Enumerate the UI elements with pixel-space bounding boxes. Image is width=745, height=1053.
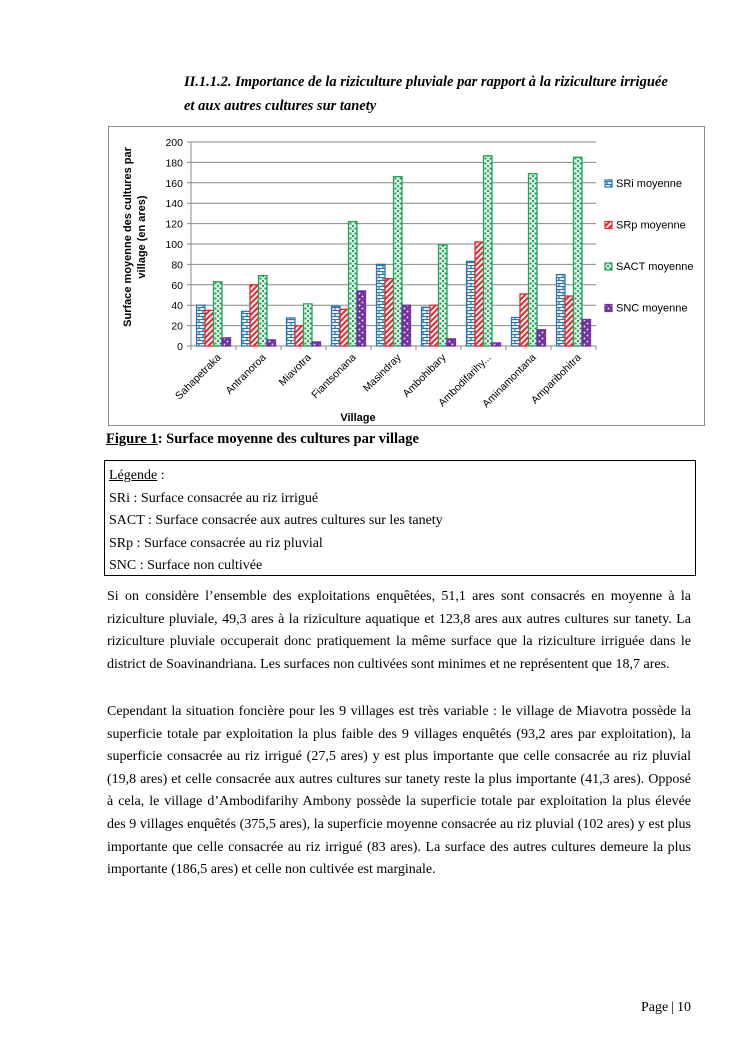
chart-canvas — [109, 127, 704, 425]
legend-line-srp: SRp : Surface consacrée au riz pluvial — [109, 535, 323, 551]
legend-header: Légende : — [109, 468, 165, 483]
x-axis-labels — [173, 351, 584, 410]
section-heading-line1: II.1.1.2. Importance de la riziculture pluviale par rapport à la riziculture irriguée — [184, 74, 668, 90]
bar — [295, 326, 304, 346]
bar — [574, 157, 583, 346]
bar — [394, 177, 403, 346]
legend-entry: SRi moyenne — [616, 178, 683, 190]
y-tick-label: 0 — [177, 341, 183, 353]
bar — [565, 296, 574, 346]
legend-line-sri: SRi : Surface consacrée au riz irrigué — [109, 490, 319, 506]
x-tick-label: Ambohibary — [400, 351, 449, 400]
bar — [520, 294, 529, 346]
page-number: 10 — [677, 1000, 691, 1015]
bar — [287, 318, 296, 346]
y-axis-title-line: Surface moyenne des cultures par — [122, 147, 134, 327]
page-label: Page — [640, 1000, 669, 1015]
y-axis-title-line: village (en ares) — [136, 195, 148, 279]
x-tick-label: Ambodifarihy... — [436, 351, 494, 410]
chart-legend — [605, 178, 693, 315]
figure-caption — [106, 431, 419, 448]
y-tick-label: 100 — [165, 239, 183, 251]
legend-entry: SNC moyenne — [616, 302, 688, 315]
x-tick-label: Fiantsonana — [309, 351, 359, 401]
bar — [222, 338, 231, 346]
bar — [529, 174, 538, 346]
x-tick-label: Antranoroa — [223, 351, 269, 397]
y-tick-label: 20 — [171, 320, 183, 333]
bar — [377, 264, 386, 346]
bar — [250, 285, 259, 346]
bar — [484, 156, 493, 346]
bar — [402, 305, 411, 346]
bar — [267, 340, 276, 346]
y-tick-label: 180 — [165, 157, 183, 170]
bar — [512, 317, 521, 346]
bar — [197, 305, 206, 346]
section-heading — [184, 70, 704, 118]
legend-swatch-icon — [605, 222, 612, 229]
bar — [340, 309, 349, 346]
bar — [312, 342, 321, 346]
legend-swatch-icon — [605, 180, 612, 187]
figure-label: Figure 1 — [106, 431, 158, 447]
bar — [475, 242, 484, 346]
x-tick-label: Sahapetraka — [173, 351, 224, 403]
bar — [582, 319, 591, 346]
bar — [242, 311, 251, 346]
legend-box — [104, 460, 696, 576]
x-tick-label: Miavotra — [276, 351, 314, 389]
bar — [430, 305, 439, 346]
bar — [205, 310, 214, 346]
bar — [537, 330, 546, 346]
legend-swatch-icon — [605, 263, 612, 270]
bar — [357, 291, 366, 346]
x-tick-label: Masindray — [360, 351, 404, 395]
bars — [197, 156, 591, 346]
bar — [304, 304, 313, 346]
bar — [332, 306, 341, 346]
bar — [385, 279, 394, 346]
y-tick-label: 200 — [165, 137, 183, 149]
bar — [259, 276, 268, 346]
y-tick-label: 140 — [165, 198, 183, 211]
paragraph-1: Si on considère l’ensemble des exploitations enquêtées, 51,1 ares sont consacrés en moyenne à la riziculture pluviale, 49,3 ares à la riziculture aquatique et 123,8 ares aux autres cultures sur tanety. La riziculture pluviale occuperait donc pratiquement la même surface que la riziculture irriguée dans le district de Soavinandriana. Les surfaces non cultivées sont minimes et ne représentent que 18,7 ares. — [107, 589, 691, 672]
legend-entry: SACT moyenne — [616, 261, 694, 273]
bar — [447, 339, 456, 346]
bar — [422, 307, 431, 346]
bar — [349, 222, 358, 346]
legend-line-sact: SACT : Surface consacrée aux autres cultures sur les tanety — [109, 513, 443, 528]
bar — [492, 343, 501, 346]
page-separator: | — [671, 1000, 674, 1015]
page-footer — [641, 1000, 691, 1016]
x-tick-label: Aminamontana — [480, 351, 539, 411]
bar — [214, 282, 223, 346]
bar-chart — [108, 126, 705, 426]
section-heading-line2: et aux autres cultures sur tanety — [184, 98, 377, 114]
bar — [467, 261, 476, 346]
bar — [557, 275, 566, 346]
y-axis-title — [122, 146, 148, 326]
x-axis-title: Village — [340, 412, 376, 424]
y-tick-label: 80 — [171, 259, 183, 272]
paragraph-2: Cependant la situation foncière pour les 9 villages est très variable : le village de Miavotra possède la superficie totale par exploitation la plus faible des 9 villages enquêtés (93,2 ares par exploitation), la superficie consacrée au riz irrigué (27,5 ares) y est plus importante que celle consacrée au riz pluvial (19,8 ares) et celle consacrée aux autres cultures sur tanety reste la plus importante (41,3 ares). Opposé à cela, le village d’Ambodifarihy Ambony possède la superficie totale par exploitation la plus élevée des 9 villages enquêtés (375,5 ares), la superficie moyenne consacrée au riz pluvial (102 ares) y est plus importante que celle consacrée au riz irrigué (83 ares). La surface des autres cultures demeure la plus importante (186,5 ares) et celle non cultivée est marginale. — [107, 704, 691, 878]
x-tick-label: Amparibohitra — [528, 351, 584, 407]
y-tick-label: 40 — [171, 300, 183, 313]
legend-swatch-icon — [605, 305, 612, 312]
legend-line-snc: SNC : Surface non cultivée — [109, 558, 263, 573]
y-tick-label: 120 — [165, 218, 183, 231]
figure-caption-text: : Surface moyenne des cultures par village — [157, 431, 419, 447]
y-tick-label: 60 — [171, 279, 183, 292]
bar — [439, 245, 448, 346]
y-tick-label: 160 — [165, 177, 183, 190]
legend-entry: SRp moyenne — [616, 219, 686, 232]
